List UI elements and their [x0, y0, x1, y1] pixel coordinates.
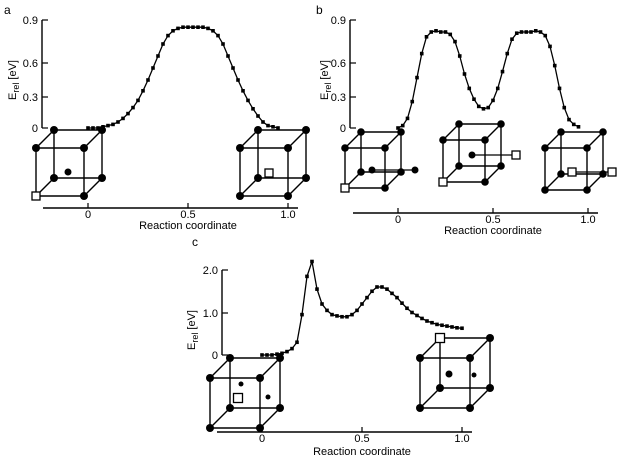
atom-dot: [80, 144, 88, 152]
data-point: [176, 27, 180, 31]
cube-a-right: [236, 126, 310, 200]
atom-dot: [481, 178, 489, 186]
cube-edge: [260, 358, 280, 378]
data-point: [320, 302, 324, 306]
data-point: [350, 313, 354, 317]
data-point: [553, 64, 557, 68]
data-point: [126, 112, 130, 116]
chart-panels: [4, 3, 598, 458]
data-point: [375, 285, 379, 289]
data-point: [496, 87, 500, 91]
data-point: [96, 126, 100, 130]
cube-edge: [210, 408, 230, 428]
atom-dot: [481, 136, 489, 144]
panel-label: a: [4, 3, 11, 17]
data-point: [420, 317, 424, 321]
atom-dot: [254, 174, 262, 182]
atom-dot: [284, 144, 292, 152]
structure-insets: [32, 120, 616, 432]
cube-b-left: [341, 128, 419, 192]
data-point: [420, 52, 424, 56]
data-point: [335, 314, 339, 318]
data-point: [201, 25, 205, 29]
data-point: [171, 29, 175, 33]
data-point: [295, 340, 299, 344]
atom-dot: [397, 168, 405, 176]
cube-c-right: [416, 334, 494, 413]
series-line: [262, 262, 462, 356]
panel-label: c: [192, 235, 198, 249]
y-tick-label: 0.6: [22, 58, 38, 70]
cube-edge: [470, 388, 490, 408]
data-point: [166, 34, 170, 38]
data-point: [510, 37, 514, 41]
atom-dot: [439, 136, 447, 144]
atom-dot: [381, 184, 389, 192]
panel-a: [4, 3, 298, 232]
data-point: [121, 117, 125, 121]
data-point: [136, 99, 140, 103]
data-point: [216, 34, 220, 38]
cube-b-right: [541, 128, 616, 194]
atom-dot: [266, 395, 271, 400]
y-tick-label: 1.0: [202, 308, 218, 320]
atom-dot: [239, 382, 244, 387]
atom-dot: [256, 374, 264, 382]
atom-dot: [302, 174, 310, 182]
y-tick-label: 0: [211, 350, 218, 362]
atom-dot: [381, 144, 389, 152]
atom-dot: [357, 168, 365, 176]
x-tick-label: 0.5: [354, 433, 370, 445]
atom-dot: [206, 374, 214, 382]
atom-dot: [466, 354, 474, 362]
vacancy-square: [234, 394, 243, 403]
data-point: [434, 29, 438, 33]
data-point: [330, 313, 334, 317]
data-point: [385, 287, 389, 291]
data-point: [380, 285, 384, 289]
data-point: [111, 123, 115, 127]
data-point: [290, 347, 294, 351]
cube-a-left: [32, 126, 106, 200]
y-tick-label: 0: [339, 123, 346, 135]
x-tick-label: 1.0: [580, 214, 596, 226]
data-point: [543, 34, 547, 38]
x-axis-label: Reaction coordinate: [139, 220, 237, 232]
atom-dot: [357, 128, 365, 136]
data-point: [365, 296, 369, 300]
data-point: [572, 123, 576, 127]
atom-dot: [446, 371, 453, 378]
atom-dot: [583, 144, 591, 152]
atom-dot: [369, 167, 376, 174]
atom-dot: [436, 384, 444, 392]
atom-dot: [599, 170, 607, 178]
data-point: [101, 125, 105, 129]
vacancy-square: [436, 334, 445, 343]
data-point: [211, 29, 215, 33]
data-point: [360, 302, 364, 306]
atom-dot: [302, 126, 310, 134]
data-point: [300, 313, 304, 317]
data-point: [340, 315, 344, 319]
data-point: [196, 25, 200, 29]
y-tick-label: 0: [31, 123, 38, 135]
data-point: [395, 296, 399, 300]
data-point: [270, 353, 274, 357]
atom-dot: [497, 162, 505, 170]
atom-dot: [455, 162, 463, 170]
y-tick-label: 0.9: [330, 15, 346, 27]
atom-dot: [236, 144, 244, 152]
data-point: [467, 87, 471, 91]
data-point: [445, 324, 449, 328]
atom-dot: [599, 128, 607, 136]
vacancy-square: [439, 178, 447, 186]
data-point: [280, 352, 284, 356]
data-point: [285, 350, 289, 354]
y-tick-label: 0.3: [22, 92, 38, 104]
data-point: [265, 353, 269, 357]
panel-c: [186, 235, 472, 458]
data-point: [430, 321, 434, 325]
data-point: [251, 107, 255, 111]
data-point: [221, 42, 225, 46]
data-point: [448, 33, 452, 37]
data-point: [429, 30, 433, 34]
data-point: [315, 287, 319, 291]
data-point: [482, 107, 486, 111]
y-tick-label: 0.6: [330, 58, 346, 70]
data-point: [410, 100, 414, 104]
x-axis-label: Reaction coordinate: [444, 225, 542, 237]
data-point: [116, 120, 120, 124]
data-point: [450, 325, 454, 329]
data-point: [458, 54, 462, 58]
atom-dot: [466, 404, 474, 412]
data-point: [246, 99, 250, 103]
data-point: [534, 29, 538, 33]
data-point: [505, 52, 509, 56]
data-point: [401, 124, 405, 128]
data-point: [390, 292, 394, 296]
vacancy-square: [265, 169, 273, 177]
panel-label: b: [316, 3, 323, 17]
data-point: [491, 99, 495, 103]
x-tick-label: 0: [258, 433, 266, 445]
data-point: [256, 114, 260, 118]
data-point: [562, 106, 566, 110]
atom-dot: [226, 404, 234, 412]
atom-dot: [65, 169, 72, 176]
y-axis-label: $E_{rel}$ [eV]: [319, 60, 333, 100]
cube-c-left: [206, 354, 284, 432]
data-point: [266, 124, 270, 128]
data-point: [539, 30, 543, 34]
vacancy-square: [608, 168, 616, 176]
atom-dot: [416, 354, 424, 362]
panel-b: [316, 3, 598, 237]
data-point: [261, 120, 265, 124]
atom-dot: [206, 424, 214, 432]
data-point: [305, 275, 309, 279]
cube-edge: [420, 388, 440, 408]
x-tick-label: 0: [394, 214, 402, 226]
data-point: [106, 124, 110, 128]
data-point: [186, 25, 190, 29]
data-point: [444, 30, 448, 34]
data-point: [181, 25, 185, 29]
data-point: [236, 78, 240, 82]
atom-dot: [284, 192, 292, 200]
data-point: [191, 25, 195, 29]
data-point: [400, 301, 404, 305]
data-point: [415, 314, 419, 318]
atom-dot: [341, 144, 349, 152]
y-tick-label: 0.9: [22, 15, 38, 27]
y-axis-label: $E_{rel}$ [eV]: [186, 310, 200, 350]
data-point: [355, 309, 359, 313]
data-point: [486, 106, 490, 110]
data-point: [275, 352, 279, 356]
series-line: [88, 27, 278, 128]
x-tick-label: 0.5: [180, 209, 196, 221]
atom-dot: [541, 144, 549, 152]
data-point: [231, 66, 235, 70]
data-point: [453, 40, 457, 44]
data-point: [520, 30, 524, 34]
x-tick-label: 0.5: [485, 214, 501, 226]
data-point: [405, 306, 409, 310]
data-point: [440, 323, 444, 327]
data-point: [410, 311, 414, 315]
x-tick-label: 1.0: [454, 433, 470, 445]
data-point: [515, 31, 519, 35]
y-tick-label: 0.3: [330, 92, 346, 104]
cube-b-middle: [439, 120, 520, 186]
data-point: [415, 76, 419, 80]
atom-dot: [50, 126, 58, 134]
atom-dot: [416, 404, 424, 412]
data-point: [146, 78, 150, 82]
atom-dot: [256, 424, 264, 432]
x-tick-label: 1.0: [280, 209, 296, 221]
atom-dot: [80, 192, 88, 200]
y-axis-label: $E_{rel}$ [eV]: [7, 60, 21, 100]
data-point: [86, 126, 90, 130]
data-point: [396, 126, 400, 130]
data-point: [425, 319, 429, 323]
data-point: [226, 54, 230, 58]
data-point: [425, 35, 429, 39]
data-point: [131, 106, 135, 110]
data-point: [325, 309, 329, 313]
data-point: [472, 97, 476, 101]
data-point: [406, 117, 410, 121]
data-point: [577, 125, 581, 129]
atom-dot: [557, 170, 565, 178]
data-point: [141, 89, 145, 93]
cube-edge: [470, 338, 490, 358]
atom-dot: [254, 126, 262, 134]
data-point: [567, 118, 571, 122]
atom-dot: [486, 384, 494, 392]
data-point: [463, 72, 467, 76]
atom-dot: [98, 174, 106, 182]
data-point: [271, 125, 275, 129]
atom-dot: [583, 186, 591, 194]
data-point: [345, 315, 349, 319]
cube-edge: [260, 408, 280, 428]
atom-dot: [276, 404, 284, 412]
data-point: [310, 260, 314, 264]
data-point: [501, 70, 505, 74]
atom-dot: [50, 174, 58, 182]
data-point: [151, 66, 155, 70]
data-point: [260, 353, 264, 357]
data-point: [435, 323, 439, 327]
data-point: [460, 326, 464, 330]
data-point: [241, 89, 245, 93]
data-point: [558, 87, 562, 91]
x-tick-label: 0: [84, 209, 92, 221]
vacancy-square: [341, 184, 349, 192]
data-point: [439, 30, 443, 34]
atom-dot: [236, 192, 244, 200]
data-point: [276, 126, 280, 130]
x-axis-label: Reaction coordinate: [313, 446, 411, 458]
atom-dot: [472, 373, 477, 378]
atom-dot: [412, 167, 419, 174]
vacancy-square: [32, 192, 40, 200]
data-point: [161, 42, 165, 46]
data-point: [524, 30, 528, 34]
vacancy-square: [568, 168, 576, 176]
atom-dot: [455, 120, 463, 128]
data-point: [455, 326, 459, 330]
data-point: [156, 54, 160, 58]
data-point: [206, 27, 210, 31]
data-point: [529, 30, 533, 34]
data-point: [548, 45, 552, 49]
data-point: [477, 105, 481, 109]
atom-dot: [497, 120, 505, 128]
atom-dot: [469, 152, 476, 159]
data-point: [370, 289, 374, 293]
atom-dot: [32, 144, 40, 152]
vacancy-square: [512, 151, 520, 159]
y-tick-label: 2.0: [202, 265, 218, 277]
atom-dot: [541, 186, 549, 194]
data-point: [91, 126, 95, 130]
atom-dot: [486, 334, 494, 342]
atom-dot: [557, 128, 565, 136]
